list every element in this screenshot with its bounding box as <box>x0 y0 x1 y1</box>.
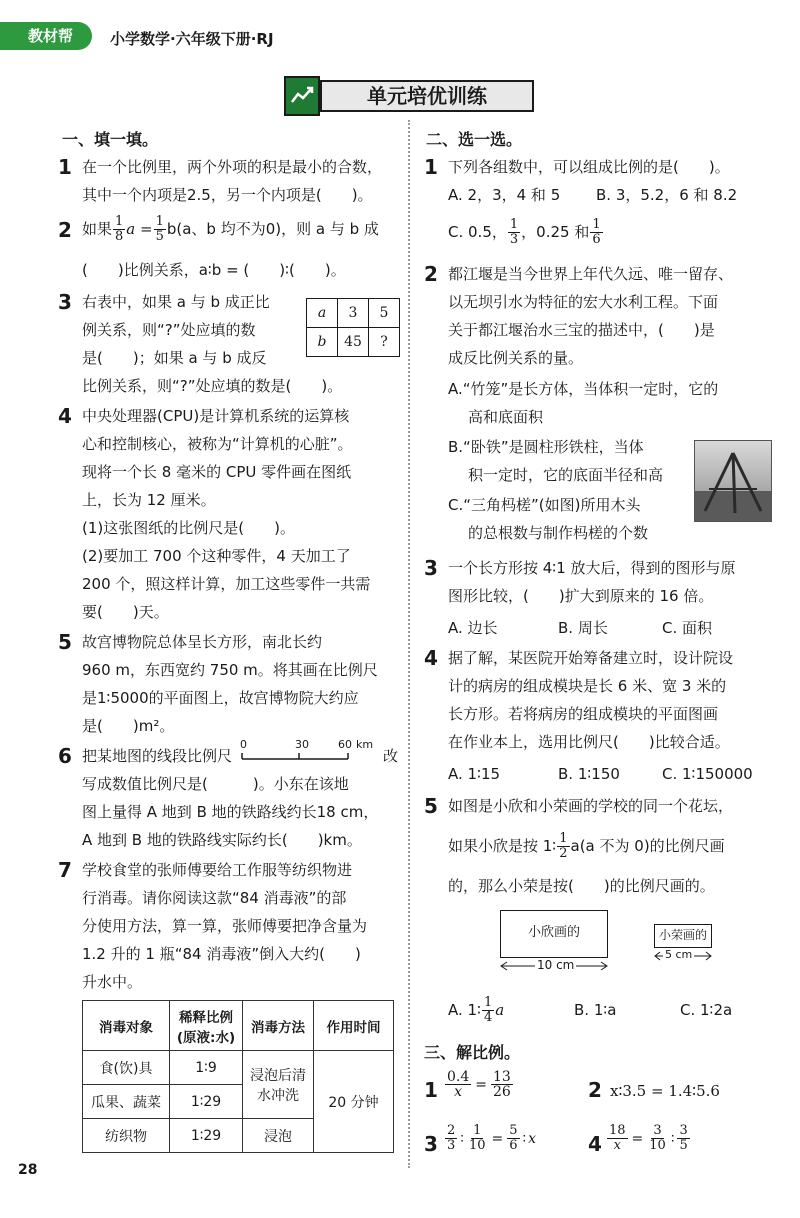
scale-label-60: 60 <box>338 738 352 751</box>
table-cell: 瓜果、蔬菜 <box>83 1085 170 1119</box>
s2-number: 2 <box>588 1078 602 1102</box>
s3-frac-c <box>507 1124 519 1153</box>
c3-option-c: C. 面积 <box>662 619 713 637</box>
s3-colon: ∶ <box>460 1130 464 1147</box>
method-line2: 水冲洗 <box>257 1087 299 1104</box>
s4-frac-a <box>607 1124 628 1153</box>
c1-option-c <box>448 214 604 250</box>
q2-f2-num: 1 <box>155 213 164 229</box>
scale-unit: km <box>356 738 374 751</box>
q2-fraction-2 <box>154 215 166 244</box>
s3-number: 3 <box>424 1132 438 1156</box>
s4-c-den: 5 <box>679 1138 688 1153</box>
s3-equals: = <box>491 1130 504 1147</box>
c5-line3: 的，那么小荣是按( )的比例尺画的。 <box>448 877 715 895</box>
q7-line4: 1.2 升的 1 瓶“84 消毒液”倒入大约( ) <box>82 945 361 963</box>
s4-a-den: x <box>613 1138 621 1153</box>
table-header-row <box>83 1001 394 1051</box>
q2-number: 2 <box>58 218 72 242</box>
s3-var: x <box>528 1130 537 1147</box>
q4-line3: 现将一个长 8 毫米的 CPU 零件画在图纸 <box>82 463 352 481</box>
table-header-line1: 稀释比例 <box>179 1009 233 1026</box>
q1-line2: 其中一个内项是2.5，另一个内项是( )。 <box>82 186 373 204</box>
c5-frac-den: 2 <box>559 845 568 861</box>
c2-option-b-line1: B.“卧铁”是圆柱形铁柱，当体 <box>448 438 644 456</box>
q4-line2: 心和控制核心，被称为“计算机的心脏”。 <box>82 435 353 453</box>
q3-value-table <box>306 298 400 357</box>
c4-number: 4 <box>424 646 438 670</box>
table-cell: 1∶29 <box>170 1085 243 1119</box>
c5-opta-var: a <box>495 1001 505 1019</box>
q7-line5: 升水中。 <box>82 973 143 991</box>
c5-line2-pre: 如果小欣是按 1∶ <box>448 837 557 855</box>
c1-f2-den: 6 <box>592 231 601 247</box>
c1-option-b: B. 3，5.2，6 和 8.2 <box>596 186 738 204</box>
s1-fl-den: x <box>454 1084 463 1100</box>
c1-optc-pre: C. 0.5， <box>448 223 507 241</box>
q3-line1: 右表中，如果 a 与 b 成正比 <box>82 293 270 311</box>
c4-line2: 计的病房的组成模块是长 6 米、宽 3 米的 <box>448 677 727 695</box>
c5-frac-num: 1 <box>559 830 568 846</box>
s1-equation <box>444 1070 514 1099</box>
q2-line2: ( )比例关系，a∶b = ( )∶( )。 <box>82 261 346 279</box>
q4-line5: (1)这张图纸的比例尺是( )。 <box>82 519 295 537</box>
c4-option-b: B. 1∶150 <box>558 765 620 783</box>
q6-line2: 写成数值比例尺是( )。小东在该地 <box>82 775 349 793</box>
c4-option-a: A. 1∶15 <box>448 765 501 783</box>
s3-frac-b <box>467 1124 488 1153</box>
trend-chart-icon <box>284 76 320 116</box>
c5-opta-den: 4 <box>483 1009 493 1025</box>
q4-line6: (2)要加工 700 个这种零件，4 天加工了 <box>82 547 351 565</box>
xiaorong-length-label: 5 cm <box>665 948 693 961</box>
c4-line4: 在作业本上，选用比例尺( )比较合适。 <box>448 733 730 751</box>
method-line1: 浸泡后清 <box>250 1067 306 1084</box>
s1-fr-den: 26 <box>493 1084 511 1100</box>
s1-number: 1 <box>424 1078 438 1102</box>
q5-line4: 是( )m²。 <box>82 717 175 735</box>
column-divider <box>408 120 410 1168</box>
q7-line2: 行消毒。请你阅读这款“84 消毒液”的部 <box>82 889 347 907</box>
q3-table-row <box>307 299 400 328</box>
q2-fraction-1 <box>113 215 125 244</box>
s4-equals: = <box>631 1130 644 1147</box>
q3-cell: 3 <box>338 299 369 328</box>
c2-option-b-line2: 积一定时，它的底面半径和高 <box>468 466 664 484</box>
table-cell: 食(饮)具 <box>83 1051 170 1085</box>
q2-prefix: 如果 <box>82 220 113 238</box>
table-row <box>83 1051 394 1085</box>
q4-number: 4 <box>58 404 72 428</box>
table-header: 消毒对象 <box>83 1001 170 1051</box>
banner-title: 单元培优训练 <box>320 80 534 112</box>
q7-line1: 学校食堂的张师傅要给工作服等纺织物进 <box>82 861 353 879</box>
c5-line1: 如图是小欣和小荣画的学校的同一个花坛， <box>448 797 734 815</box>
c3-option-a: A. 边长 <box>448 619 498 637</box>
q6-number: 6 <box>58 744 72 768</box>
q1-number: 1 <box>58 155 72 179</box>
c2-line1: 都江堰是当今世界上年代久远、唯一留存、 <box>448 265 734 283</box>
scale-ruler <box>240 751 352 761</box>
section-choose: 二、选一选。 <box>426 130 523 149</box>
s4-frac-c <box>677 1124 689 1153</box>
scale-label-30: 30 <box>295 738 309 751</box>
s3-equation <box>444 1124 536 1153</box>
table-cell: 纺织物 <box>83 1119 170 1153</box>
q2-mid: a = <box>126 220 153 238</box>
q5-line2: 960 m，东西宽约 750 m。将其画在比例尺 <box>82 661 378 679</box>
s3-frac-a <box>445 1124 457 1153</box>
c2-line2: 以无坝引水为特征的宏大水利工程。下面 <box>448 293 719 311</box>
q6-prefix: 把某地图的线段比例尺 <box>82 747 233 765</box>
q7-number: 7 <box>58 858 72 882</box>
c5-fraction <box>557 832 569 861</box>
q6-post: 改 <box>383 747 399 765</box>
q1-line1: 在一个比例里，两个外项的积是最小的合数， <box>82 158 383 176</box>
c1-number: 1 <box>424 155 438 179</box>
s2-equation: x∶3.5 = 1.4∶5.6 <box>610 1082 720 1100</box>
s3-c-num: 5 <box>509 1123 518 1138</box>
q3-cell: b <box>307 328 338 357</box>
q6-line3: 图上量得 A 地到 B 地的铁路线约长18 cm， <box>82 803 379 821</box>
s1-fl-num: 0.4 <box>447 1069 470 1085</box>
c2-number: 2 <box>424 262 438 286</box>
s1-fr-num: 13 <box>493 1069 511 1085</box>
q3-cell: ? <box>369 328 400 357</box>
line-scale-bar <box>240 738 380 766</box>
s3-a-den: 3 <box>447 1138 456 1153</box>
table-cell: 1∶9 <box>170 1051 243 1085</box>
q3-cell: 45 <box>338 328 369 357</box>
c1-fraction-2 <box>590 218 602 247</box>
q3-cell: a <box>307 299 338 328</box>
c5-option-a <box>448 992 504 1028</box>
q2-f1-den: 8 <box>115 228 124 244</box>
q5-line1: 故宫博物院总体呈长方形，南北长约 <box>82 633 323 651</box>
q4-line1: 中央处理器(CPU)是计算机系统的运算核 <box>82 407 350 425</box>
c1-f2-num: 1 <box>592 216 601 232</box>
c2-option-c-line2: 的总根数与制作杩槎的个数 <box>468 524 649 542</box>
q5-number: 5 <box>58 630 72 654</box>
q2-f2-den: 5 <box>155 228 164 244</box>
book-title: 小学数学·六年级下册·RJ <box>110 30 274 48</box>
tripod-illustration <box>695 441 771 521</box>
s4-b-den: 10 <box>649 1138 666 1153</box>
c2-option-a-line2: 高和底面积 <box>468 408 544 426</box>
xiaorong-drawing-box: 小荣画的 <box>654 924 712 948</box>
c5-option-c: C. 1∶2a <box>680 1001 733 1019</box>
q2-post: b(a、b 均不为0)，则 a 与 b 成 <box>166 220 379 238</box>
c2-line3: 关于都江堰治水三宝的描述中，( )是 <box>448 321 715 339</box>
q5-line3: 是1∶5000的平面图上，故宫博物院大约应 <box>82 689 359 707</box>
c2-option-c-line1: C.“三角杩槎”(如图)所用木头 <box>448 496 641 514</box>
q4-line4: 上，长为 12 厘米。 <box>82 491 216 509</box>
s4-number: 4 <box>588 1132 602 1156</box>
q6-line4: A 地到 B 地的铁路线实际约长( )km。 <box>82 831 362 849</box>
c5-opta-fraction <box>482 996 494 1025</box>
tripod-photo <box>694 440 772 522</box>
scale-label-0: 0 <box>240 738 247 751</box>
c5-number: 5 <box>424 794 438 818</box>
q2-f1-num: 1 <box>115 213 124 229</box>
q4-line8: 要( )天。 <box>82 603 169 621</box>
page-number: 28 <box>18 1162 38 1178</box>
c5-line2 <box>448 828 725 864</box>
q3-number: 3 <box>58 290 72 314</box>
q3-table-row <box>307 328 400 357</box>
table-header <box>170 1001 243 1051</box>
s1-frac-right <box>491 1070 513 1099</box>
q2-line1 <box>82 212 379 246</box>
c3-line2: 图形比较，( )扩大到原来的 16 倍。 <box>448 587 714 605</box>
c4-option-c: C. 1∶150000 <box>662 765 753 783</box>
c5-opta-num: 1 <box>483 994 493 1010</box>
s3-b-den: 10 <box>468 1138 486 1153</box>
table-cell: 1∶29 <box>170 1119 243 1153</box>
xiaoxin-length-label: 10 cm <box>537 958 575 972</box>
table-cell-method <box>243 1051 314 1119</box>
brand-badge: 教材帮 <box>0 22 92 50</box>
table-cell: 浸泡 <box>243 1119 314 1153</box>
q7-line3: 分使用方法，算一算，张师傅要把净含量为 <box>82 917 368 935</box>
s3-b-num: 1 <box>473 1123 482 1138</box>
disinfectant-table <box>82 1000 394 1153</box>
c1-f1-num: 1 <box>509 216 519 232</box>
c4-line3: 长方形。若将病房的组成模块的平面图画 <box>448 705 719 723</box>
c1-fraction-1 <box>508 218 520 247</box>
c5-line2-post: a(a 不为 0)的比例尺画 <box>570 837 725 855</box>
s4-frac-b <box>647 1124 668 1153</box>
q3-line2: 例关系，则“?”处应填的数 <box>82 321 256 339</box>
c1-option-a: A. 2，3，4 和 5 <box>448 186 561 204</box>
section-solve-proportion: 三、解比例。 <box>424 1043 521 1062</box>
s4-equation <box>606 1124 691 1153</box>
section-fill-in: 一、填一填。 <box>62 130 159 149</box>
c5-option-b: B. 1∶a <box>574 1001 617 1019</box>
c1-line1: 下列各组数中，可以组成比例的是( )。 <box>448 158 730 176</box>
c3-line1: 一个长方形按 4∶1 放大后，得到的图形与原 <box>448 559 736 577</box>
table-cell-time: 20 分钟 <box>314 1051 394 1153</box>
table-header: 作用时间 <box>314 1001 394 1051</box>
c2-line4: 成反比例关系的量。 <box>448 349 584 367</box>
s4-c-num: 3 <box>679 1123 688 1138</box>
s4-b-num: 3 <box>653 1123 662 1138</box>
c3-option-b: B. 周长 <box>558 619 608 637</box>
s4-colon: ∶ <box>670 1130 675 1147</box>
section-banner <box>284 76 540 116</box>
s1-equals: = <box>475 1076 487 1093</box>
c1-optc-mid: ，0.25 和 <box>521 223 590 241</box>
c3-number: 3 <box>424 556 438 580</box>
table-header: 消毒方法 <box>243 1001 314 1051</box>
s4-a-num: 18 <box>609 1123 626 1138</box>
xiaoxin-drawing-box: 小欣画的 <box>500 910 608 958</box>
q3-line3: 是( )；如果 a 与 b 成反 <box>82 349 267 367</box>
table-header-line2: (原液:水) <box>176 1029 236 1046</box>
s3-a-num: 2 <box>447 1123 456 1138</box>
c4-line1: 据了解，某医院开始筹备建立时，设计院设 <box>448 649 734 667</box>
q3-cell: 5 <box>369 299 400 328</box>
q4-line7: 200 个，照这样计算，加工这些零件一共需 <box>82 575 371 593</box>
c1-f1-den: 3 <box>509 231 519 247</box>
q3-line4: 比例关系，则“?”处应填的数是( )。 <box>82 377 343 395</box>
s3-colon-2: ∶ <box>522 1130 527 1147</box>
c2-option-a-line1: A.“竹笼”是长方体，当体积一定时，它的 <box>448 380 719 398</box>
c5-opta-pre: A. 1∶ <box>448 1001 481 1019</box>
s1-frac-left <box>445 1070 471 1099</box>
s3-c-den: 6 <box>509 1138 518 1153</box>
